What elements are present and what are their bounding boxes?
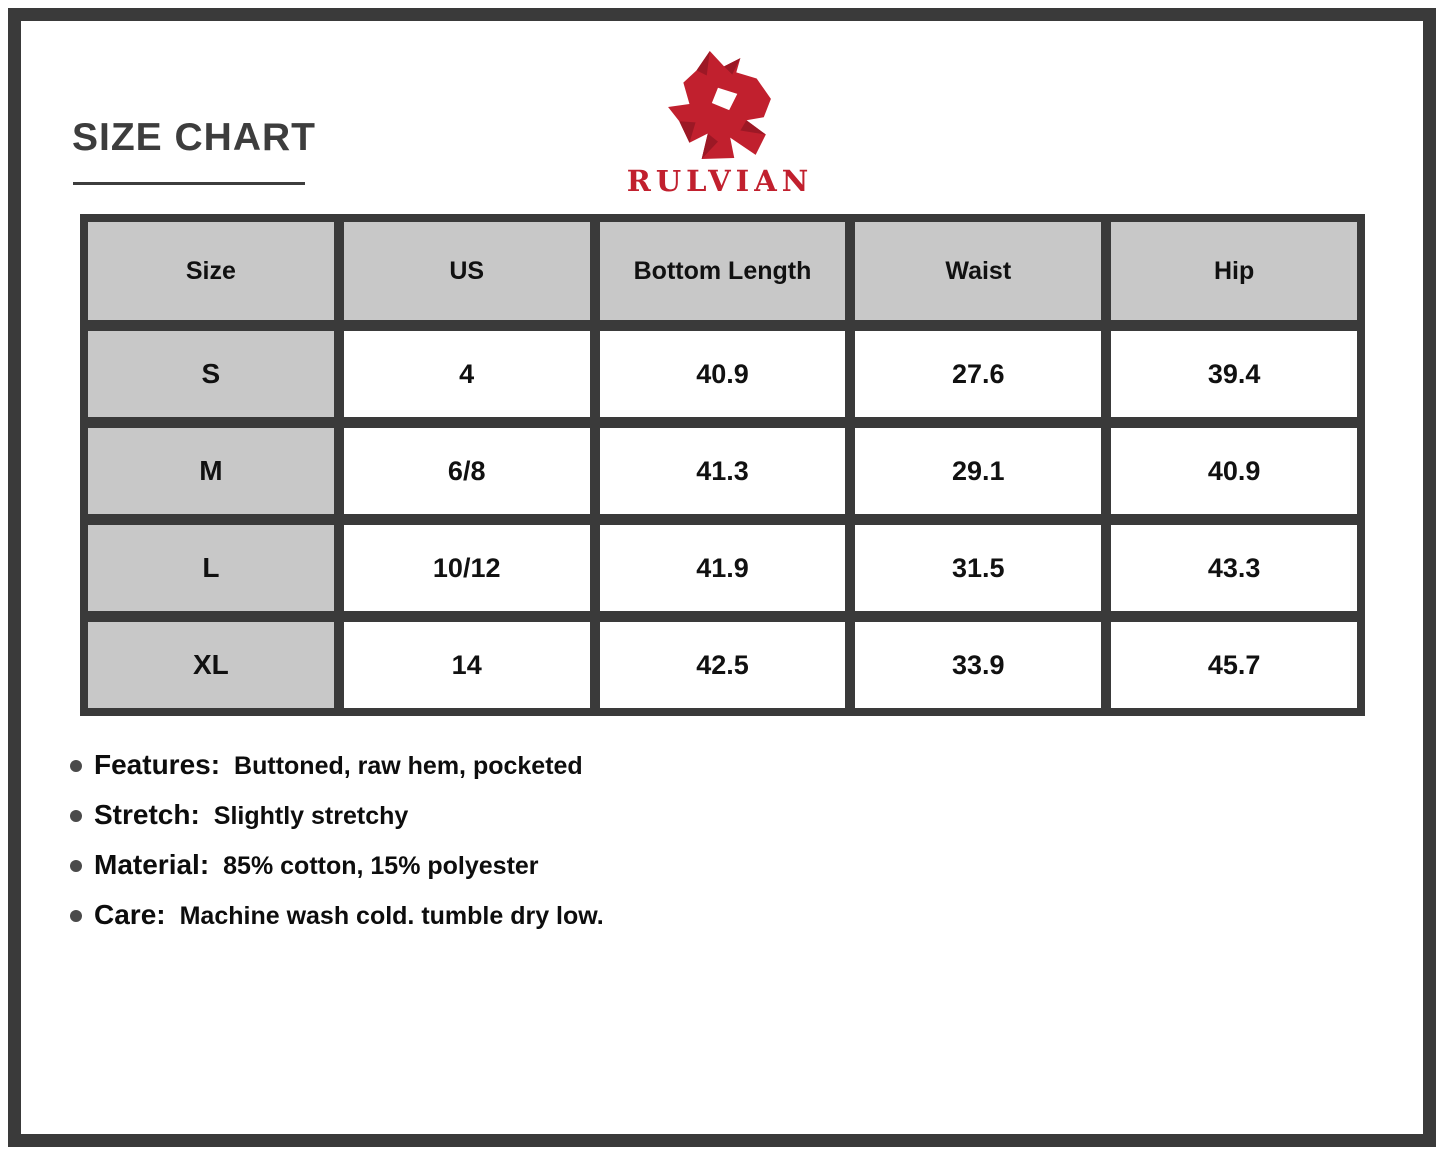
column-header-bottom-length: Bottom Length — [600, 222, 846, 320]
column-header-hip: Hip — [1111, 222, 1357, 320]
bullet-icon — [70, 810, 82, 822]
brand-name: RULVIAN — [626, 164, 814, 198]
detail-value: Buttoned, raw hem, pocketed — [234, 752, 583, 780]
column-header-waist: Waist — [855, 222, 1101, 320]
row-m-hip-cell: 40.9 — [1111, 428, 1357, 514]
detail-material — [70, 848, 604, 883]
bullet-icon — [70, 910, 82, 922]
detail-label: Features: — [94, 749, 221, 780]
column-header-size: Size — [88, 222, 334, 320]
size-chart-table — [80, 214, 1365, 716]
row-m-us-cell: 6/8 — [344, 428, 590, 514]
title-underline — [73, 182, 305, 185]
detail-stretch — [70, 798, 604, 833]
detail-label: Care: — [94, 899, 166, 930]
row-l-size-cell: L — [88, 525, 334, 611]
row-s-size-cell: S — [88, 331, 334, 417]
brand-logo — [600, 48, 840, 198]
row-s-bottom-length-cell: 40.9 — [600, 331, 846, 417]
detail-label: Stretch: — [94, 799, 200, 830]
row-l-bottom-length-cell: 41.9 — [600, 525, 846, 611]
bullet-icon — [70, 760, 82, 772]
detail-value: Slightly stretchy — [213, 802, 409, 830]
row-xl-size-cell: XL — [88, 622, 334, 708]
row-xl-hip-cell: 45.7 — [1111, 622, 1357, 708]
row-l-us-cell: 10/12 — [344, 525, 590, 611]
row-m-bottom-length-cell: 41.3 — [600, 428, 846, 514]
row-l-hip-cell: 43.3 — [1111, 525, 1357, 611]
detail-label: Material: — [94, 849, 210, 880]
row-l-waist-cell: 31.5 — [855, 525, 1101, 611]
row-xl-bottom-length-cell: 42.5 — [600, 622, 846, 708]
row-m-waist-cell: 29.1 — [855, 428, 1101, 514]
rulvian-r-logo-icon — [600, 48, 840, 160]
detail-value: 85% cotton, 15% polyester — [223, 852, 539, 880]
row-s-waist-cell: 27.6 — [855, 331, 1101, 417]
row-m-size-cell: M — [88, 428, 334, 514]
row-xl-waist-cell: 33.9 — [855, 622, 1101, 708]
bullet-icon — [70, 860, 82, 872]
row-s-us-cell: 4 — [344, 331, 590, 417]
product-details-list — [70, 748, 604, 948]
column-header-us: US — [344, 222, 590, 320]
detail-features — [70, 748, 604, 783]
page-title: SIZE CHART — [72, 116, 316, 159]
row-s-hip-cell: 39.4 — [1111, 331, 1357, 417]
detail-value: Machine wash cold. tumble dry low. — [179, 902, 604, 930]
row-xl-us-cell: 14 — [344, 622, 590, 708]
detail-care — [70, 898, 604, 933]
